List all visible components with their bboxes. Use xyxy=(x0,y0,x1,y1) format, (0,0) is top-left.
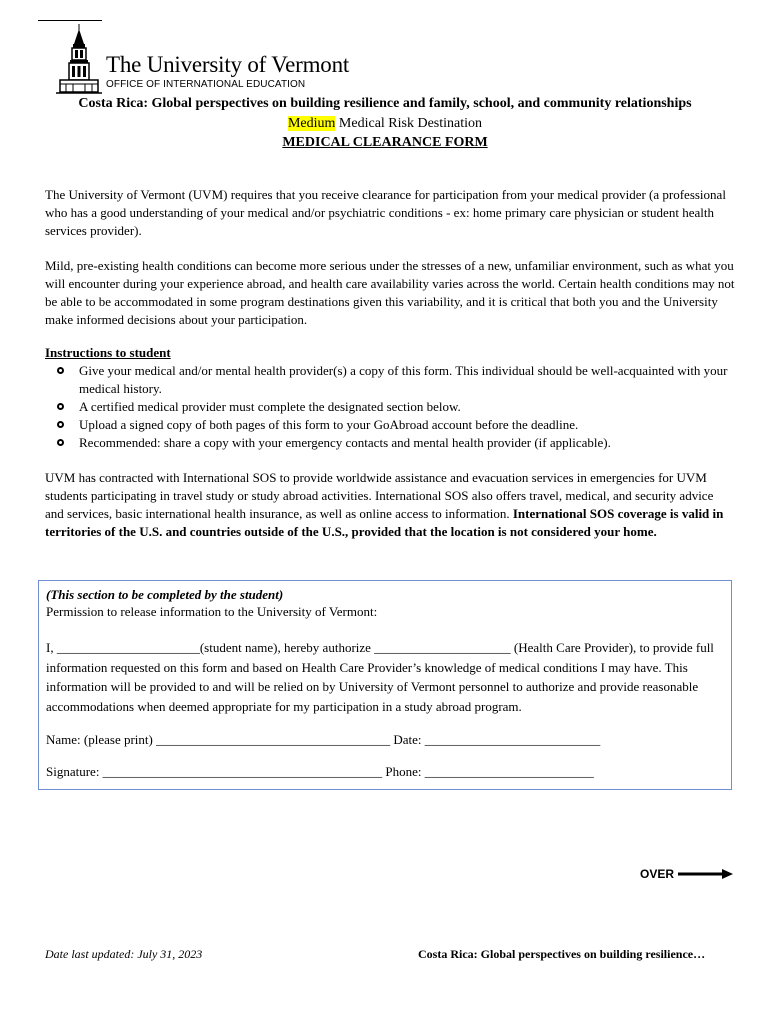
top-rule xyxy=(38,20,102,21)
list-item: Recommended: share a copy with your emergency contacts and mental health provider (if applicable). xyxy=(45,434,735,452)
signature-phone-fields[interactable]: Signature: ___________________________________________ Phone: __________________________ xyxy=(46,764,594,779)
risk-level-highlight: Medium xyxy=(287,116,336,131)
permission-label: Permission to release information to the University of Vermont: xyxy=(46,604,378,619)
list-item: Give your medical and/or mental health provider(s) a copy of this form. This individual should be well-acquainted with your medical history. xyxy=(45,362,735,398)
last-updated-date: Date last updated: July 31, 2023 xyxy=(45,947,203,961)
bullet-icon xyxy=(57,367,64,374)
bullet-icon xyxy=(57,403,64,410)
intro-paragraph-1: The University of Vermont (UVM) requires that you receive clearance for participation from your medical provider (a professional who has a good understanding of your medical and/or psychiatric conditions - ex: home primary care physician or student health services provider). xyxy=(45,187,726,238)
sos-text: UVM has contracted with International SOS to provide worldwide assistance and evacuation services in emergencies for UVM students participating in travel study or study abroad activities. International SOS also offers travel, medical, and security advice and services, basic international health insurance, as well as online access to information. xyxy=(45,470,714,521)
list-item: A certified medical provider must complete the designated section below. xyxy=(45,398,735,416)
name-date-fields[interactable]: Name: (please print) ____________________________________ Date: ___________________________ xyxy=(46,732,601,747)
university-name: The University of Vermont xyxy=(106,52,350,77)
instructions-list xyxy=(45,362,735,452)
instructions-heading: Instructions to student xyxy=(45,345,171,360)
risk-level-suffix: Medical Risk Destination xyxy=(335,116,483,131)
authorization-statement[interactable]: I, ______________________(student name), hereby authorize _____________________ (Health Care Provider), to provide full information requested on this form and based on Health Care Provider’s knowledge of medical conditions I may have. This information will be provided to and will be relied on by University of Vermont personnel to authorize and provide reasonable accommodations when deemed appropriate for my participation in a study abroad program. xyxy=(46,640,714,714)
sos-paragraph xyxy=(45,469,735,541)
uvm-logo xyxy=(56,24,350,94)
program-title: Costa Rica: Global perspectives on building resilience and family, school, and community relationships xyxy=(78,96,692,111)
student-section xyxy=(38,580,732,790)
list-item: Upload a signed copy of both pages of this form to your GoAbroad account before the deadline. xyxy=(45,416,735,434)
office-name: OFFICE OF INTERNATIONAL EDUCATION xyxy=(106,79,306,90)
risk-level-line xyxy=(0,115,770,133)
bullet-icon xyxy=(57,421,64,428)
uvm-tower-icon xyxy=(56,24,102,94)
bullet-icon xyxy=(57,439,64,446)
arrow-right-icon xyxy=(678,868,734,880)
running-title: Costa Rica: Global perspectives on building resilience… xyxy=(418,947,706,961)
form-title: MEDICAL CLEARANCE FORM xyxy=(282,135,488,150)
over-label: OVER xyxy=(640,867,675,881)
intro-paragraph-2: Mild, pre-existing health conditions can become more serious under the stresses of a new, unfamiliar environment, such as what you will encounter during your experience abroad, and health care availability varies across the world. Certain health conditions may not be able to be accommodated in some program destinations given this variability, and it is critical that both you and the University make informed decisions about your participation. xyxy=(45,258,735,327)
sos-coverage-note: International SOS coverage is valid in territories of the U.S. and countries outside of the U.S., provided that the location is not considered your home. xyxy=(45,506,724,539)
student-section-heading: (This section to be completed by the student) xyxy=(46,587,284,602)
